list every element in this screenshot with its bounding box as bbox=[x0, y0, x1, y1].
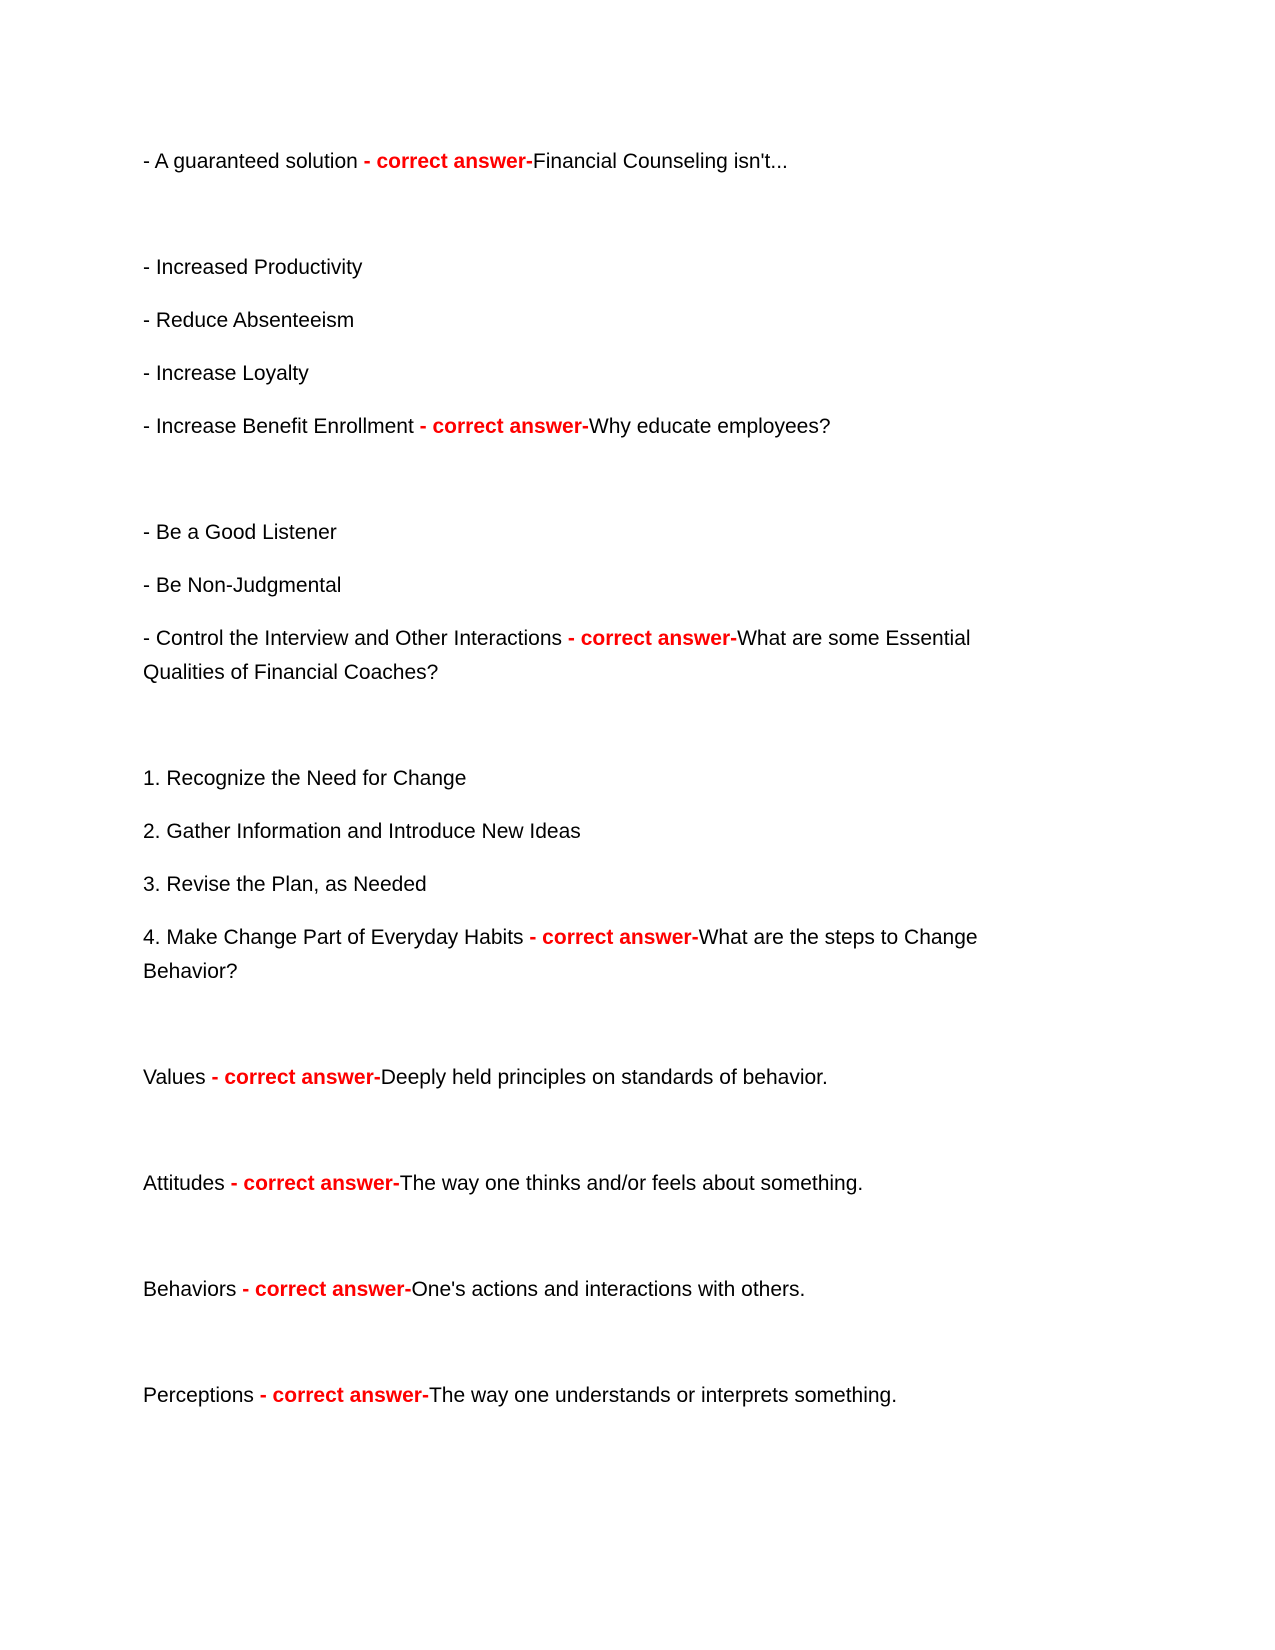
paragraph-group bbox=[143, 1167, 1043, 1220]
text-segment: - Reduce Absenteeism bbox=[143, 309, 355, 332]
text-segment: - Increase Loyalty bbox=[143, 362, 309, 385]
text-segment: 2. Gather Information and Introduce New Ideas bbox=[143, 820, 581, 843]
text-segment: 3. Revise the Plan, as Needed bbox=[143, 873, 427, 896]
paragraph bbox=[143, 868, 1043, 902]
text-segment: - Be a Good Listener bbox=[143, 521, 337, 544]
text-segment: One's actions and interactions with others. bbox=[411, 1278, 806, 1301]
paragraph bbox=[143, 1273, 1043, 1307]
correct-answer-label: - correct answer- bbox=[230, 1172, 400, 1195]
text-segment: What are some Essential Qualities of Financial Coaches? bbox=[143, 627, 971, 684]
text-segment: - Increase Benefit Enrollment bbox=[143, 415, 420, 438]
paragraph-group bbox=[143, 516, 1043, 709]
paragraph-group bbox=[143, 1273, 1043, 1326]
paragraph-group bbox=[143, 1061, 1043, 1114]
paragraph bbox=[143, 357, 1043, 391]
text-segment: Attitudes bbox=[143, 1172, 231, 1195]
text-segment: Behaviors bbox=[143, 1278, 243, 1301]
paragraph bbox=[143, 1061, 1043, 1095]
paragraph-group bbox=[143, 1379, 1043, 1432]
document-body bbox=[143, 145, 1043, 1432]
correct-answer-label: - correct answer- bbox=[567, 627, 738, 650]
text-segment: Perceptions bbox=[143, 1384, 260, 1407]
text-segment: Financial Counseling isn't... bbox=[532, 150, 788, 173]
paragraph bbox=[143, 516, 1043, 550]
paragraph bbox=[143, 921, 1043, 989]
text-segment: What are the steps to Change Behavior? bbox=[143, 926, 978, 983]
paragraph bbox=[143, 1167, 1043, 1201]
paragraph bbox=[143, 1379, 1043, 1413]
text-segment: - Increased Productivity bbox=[143, 256, 363, 279]
paragraph-group bbox=[143, 762, 1043, 1008]
text-segment: - A guaranteed solution bbox=[143, 150, 364, 173]
correct-answer-label: - correct answer- bbox=[211, 1066, 381, 1089]
correct-answer-label: - correct answer- bbox=[363, 150, 533, 173]
paragraph-group bbox=[143, 251, 1043, 463]
paragraph bbox=[143, 410, 1043, 444]
paragraph bbox=[143, 304, 1043, 338]
text-segment: Values bbox=[143, 1066, 212, 1089]
text-segment: Deeply held principles on standards of behavior. bbox=[380, 1066, 828, 1089]
text-segment: 4. Make Change Part of Everyday Habits bbox=[143, 926, 530, 949]
text-segment: Why educate employees? bbox=[588, 415, 831, 438]
text-segment: - Be Non-Judgmental bbox=[143, 574, 342, 597]
paragraph bbox=[143, 145, 1043, 179]
paragraph bbox=[143, 762, 1043, 796]
text-segment: The way one understands or interprets something. bbox=[428, 1384, 898, 1407]
correct-answer-label: - correct answer- bbox=[529, 926, 699, 949]
paragraph bbox=[143, 569, 1043, 603]
correct-answer-label: - correct answer- bbox=[259, 1384, 429, 1407]
correct-answer-label: - correct answer- bbox=[242, 1278, 412, 1301]
correct-answer-label: - correct answer- bbox=[419, 415, 589, 438]
paragraph bbox=[143, 251, 1043, 285]
text-segment: - Control the Interview and Other Interactions bbox=[143, 627, 568, 650]
paragraph bbox=[143, 622, 1043, 690]
text-segment: 1. Recognize the Need for Change bbox=[143, 767, 467, 790]
paragraph-group bbox=[143, 145, 1043, 198]
paragraph bbox=[143, 815, 1043, 849]
text-segment: The way one thinks and/or feels about something. bbox=[399, 1172, 864, 1195]
